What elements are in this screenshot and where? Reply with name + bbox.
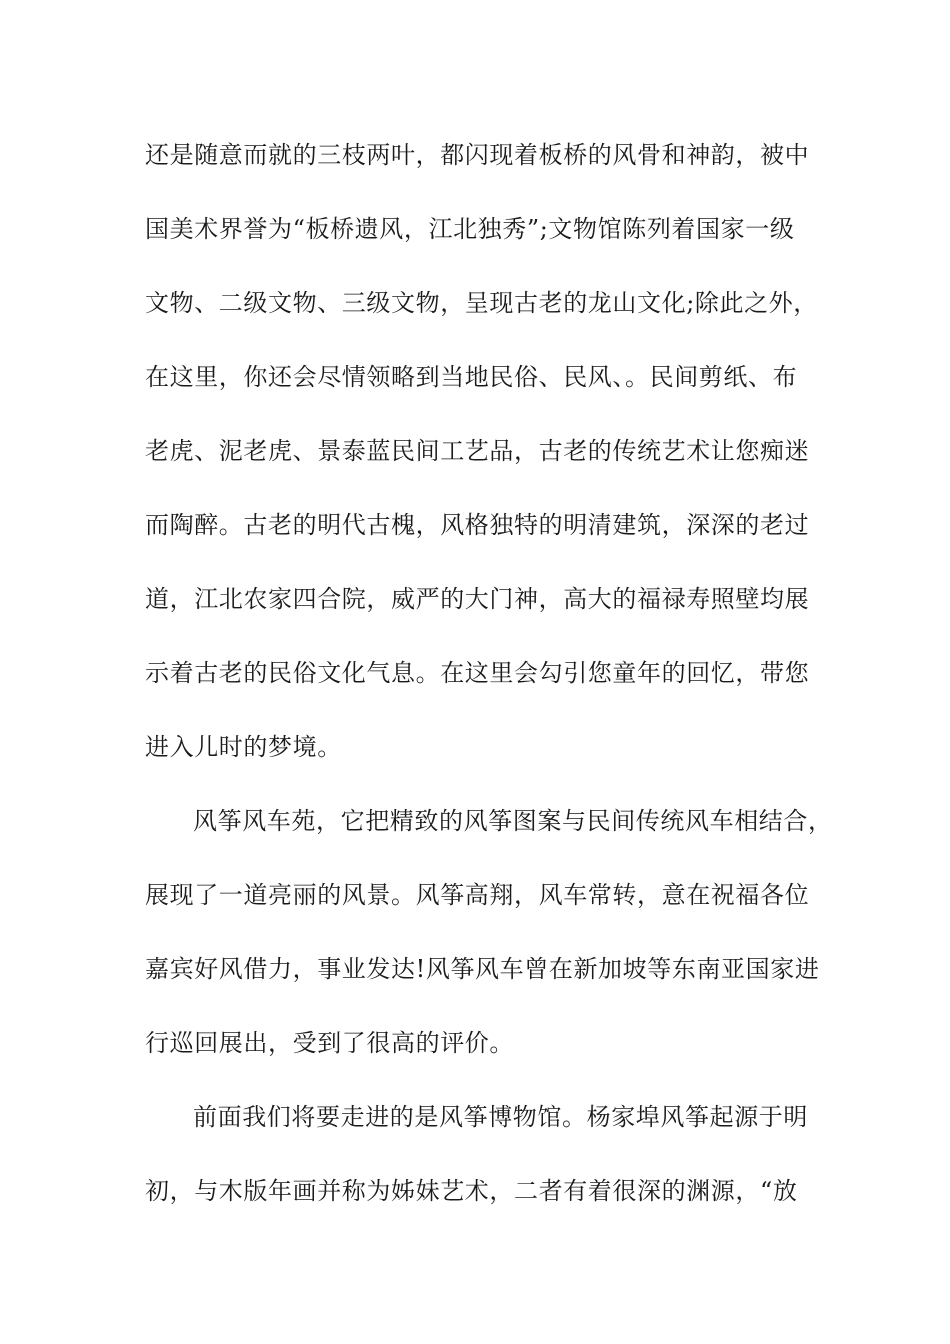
- text-line: 行巡回展出，受到了很高的评价。: [145, 1029, 514, 1057]
- text-line: 进入儿时的梦境。: [145, 733, 342, 761]
- text-line: 示着古老的民俗文化气息。在这里会勾引您童年的回忆，带您: [145, 659, 810, 687]
- text-line: 还是随意而就的三枝两叶，都闪现着板桥的风骨和神韵，被中: [145, 141, 810, 169]
- paragraph-first-line: 风筝风车苑，它把精致的风筝图案与民间传统风车相结合，: [193, 807, 833, 835]
- text-line: 国美术界誉为“板桥遗风，江北独秀”;文物馆陈列着国家一级: [145, 215, 795, 243]
- body-text: [145, 128, 833, 1238]
- text-line: 而陶醉。古老的明代古槐，风格独特的明清建筑，深深的老过: [145, 511, 810, 539]
- text-line: 在这里，你还会尽情领略到当地民俗、民风、。民间剪纸、布: [145, 363, 798, 391]
- text-line: 展现了一道亮丽的风景。风筝高翔，风车常转，意在祝福各位: [145, 881, 810, 909]
- text-line: 初，与木版年画并称为姊妹艺术，二者有着很深的渊源，“放: [145, 1177, 798, 1205]
- text-line: 嘉宾好风借力，事业发达!风筝风车曾在新加坡等东南亚国家进: [145, 955, 820, 983]
- text-line: 文物、二级文物、三级文物，呈现古老的龙山文化;除此之外，: [145, 289, 818, 317]
- text-line: 老虎、泥老虎、景泰蓝民间工艺品，古老的传统艺术让您痴迷: [145, 437, 810, 465]
- paragraph-first-line: 前面我们将要走进的是风筝博物馆。杨家埠风筝起源于明: [193, 1103, 808, 1131]
- text-line: 道，江北农家四合院，威严的大门神，高大的福禄寿照壁均展: [145, 585, 810, 613]
